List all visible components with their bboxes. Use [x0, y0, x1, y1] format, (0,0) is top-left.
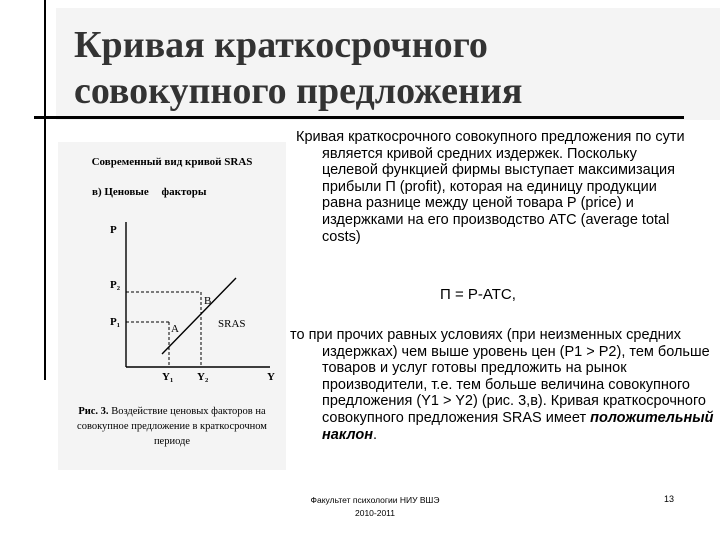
formula: П = Р-АТС, — [440, 286, 516, 303]
paragraph-2-emphasis: положительный наклон — [322, 409, 714, 443]
text-block — [296, 129, 690, 245]
p2-label: P₂ — [110, 279, 121, 291]
footer-line-1: Факультет психологии НИУ ВШЭ — [310, 495, 440, 505]
paragraph-1: Кривая краткосрочного совокупного предложения по сути является кривой средних издержек. Поскольку целевой функцией фирмы выступает максимизация прибыли П (profit), которая на единицу продукции равна разнице между ценой товара Р (price) и издержками на его производство АТС (average total costs) — [296, 129, 685, 245]
caption-text: Воздействие ценовых факторов на совокупное предложение в краткосрочном периоде — [77, 406, 267, 447]
footer — [290, 494, 460, 520]
axis-y-label: P — [110, 224, 117, 236]
sras-diagram — [58, 212, 286, 392]
slide-title — [74, 22, 522, 114]
point-b-label: B — [204, 295, 212, 307]
left-decor-bar — [0, 0, 46, 380]
paragraph-2-main: то при прочих равных условиях (при неизменных средних издержках) чем выше уровень цен (Р1 > Р2), тем больше товаров и услуг готовы предложить на рынок производители, т.е. тем больше величина совокупного предложения (Y1 > Y2) (рис. 3,в). Кривая краткосрочного совокупного предложения SRAS имеет — [290, 327, 710, 426]
caption-lead: Рис. 3. — [78, 406, 109, 417]
sras-curve — [162, 278, 236, 354]
sras-label: SRAS — [218, 318, 246, 330]
point-a-label: A — [171, 323, 179, 335]
title-underline — [34, 116, 684, 119]
axis-x-label: Y — [267, 371, 275, 383]
y1-label: Y₁ — [162, 371, 174, 383]
title-line-1: Кривая краткосрочного — [74, 24, 488, 66]
page-number: 13 — [664, 494, 675, 504]
figure-caption — [60, 404, 284, 449]
subheader-left: в) Ценовые — [92, 186, 149, 198]
subheader-right: факторы — [161, 186, 207, 198]
p1-label: P₁ — [110, 316, 121, 328]
figure-subheader — [92, 186, 320, 198]
figure-header: Современный вид кривой SRAS — [91, 156, 253, 168]
paragraph-2-end: . — [372, 426, 378, 443]
y2-label: Y₂ — [197, 371, 209, 383]
paragraph-2 — [290, 327, 720, 443]
footer-line-2: 2010-2011 — [354, 508, 396, 518]
title-line-2: совокупного предложения — [74, 70, 523, 112]
figure-panel — [58, 142, 286, 470]
